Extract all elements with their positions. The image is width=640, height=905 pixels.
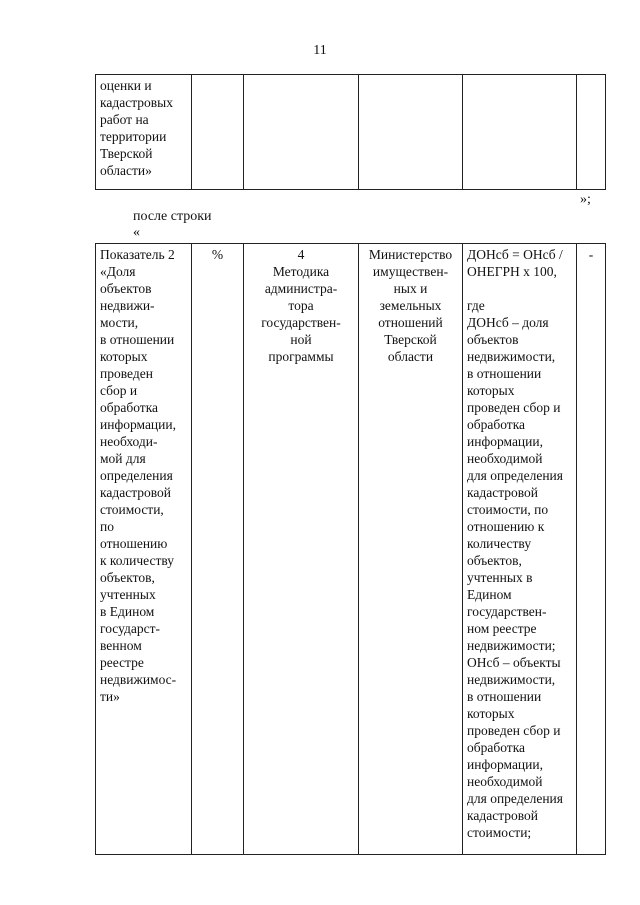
opening-quote-mark: «: [133, 225, 140, 240]
formula-cell: ДОНсб = ОНсб / ОНЕГРН х 100, где ДОНсб – доля объектов недвижимости, в отношении которых проведен сбор и обработка информации, необходимой для определения кадастровой стоимости, по отношению к количеству объектов, учтенных в Едином государствен- ном реестре недвижимости; ОНсб – объекты недвижимости, в отношении которых проведен сбор и обработка информации, необходимой для определения кадастровой стоимости;: [463, 244, 577, 855]
table-row: [96, 244, 606, 855]
method-cell: [244, 75, 359, 190]
page-number: 11: [313, 43, 327, 58]
responsible-cell: Министерство имуществен- ных и земельных отношений Тверской области: [359, 244, 463, 855]
indicator-table-top: [95, 74, 606, 190]
unit-cell: %: [192, 244, 244, 855]
indicator-name-cell: Показатель 2 «Доля объектов недвижи- мости, в отношении которых проведен сбор и обработка информации, необходи- мой для определения кадастровой стоимости, по отношению к количеству объектов, учтенных в Едином государст- венном реестре недвижимос- ти»: [96, 244, 192, 855]
table-row: [96, 75, 606, 190]
closing-quote-mark: »;: [580, 192, 591, 207]
formula-cell: [463, 75, 577, 190]
responsible-cell: [359, 75, 463, 190]
unit-cell: [192, 75, 244, 190]
indicator-table-main: [95, 243, 606, 855]
after-row-text: после строки: [133, 209, 212, 224]
indicator-name-cell: оценки и кадастровых работ на территории Тверской области»: [96, 75, 192, 190]
extra-cell: -: [577, 244, 606, 855]
extra-cell: [577, 75, 606, 190]
method-cell: 4 Методика администра- тора государствен- ной программы: [244, 244, 359, 855]
